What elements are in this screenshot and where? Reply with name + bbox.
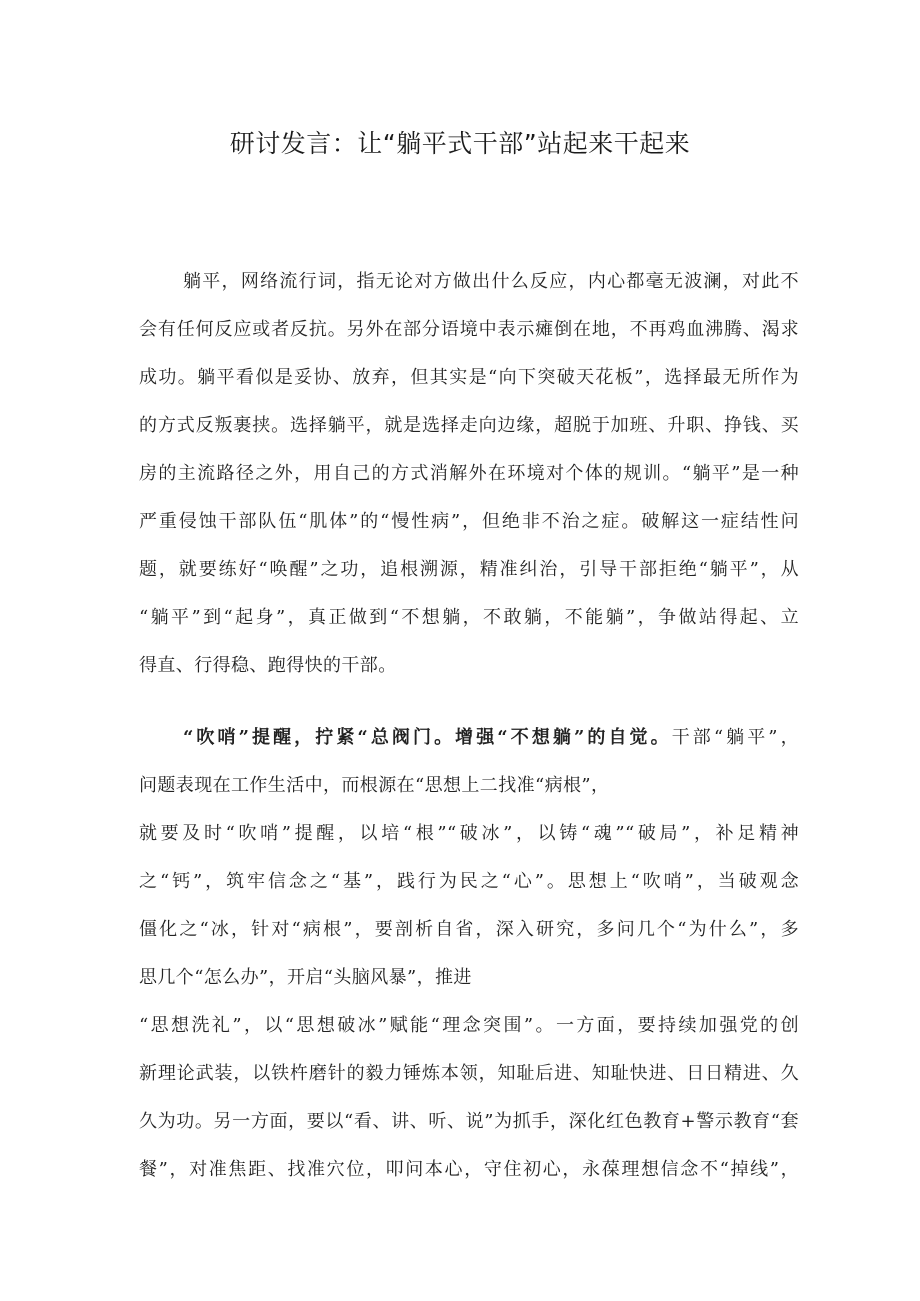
paragraph-2-line: 思几个“怎么办”，开启“头脑风暴”，推进 <box>139 967 472 988</box>
paragraph-1-line: 题，就要练好“唤醒”之功，追根溯源，精准纠治，引导干部拒绝“躺平”，从 <box>139 559 799 580</box>
paragraph-1-line: “躺平”到“起身”，真正做到“不想躺，不敢躺，不能躺”，争做站得起、立 <box>139 607 799 628</box>
page-title: 研讨发言：让“躺平式干部”站起来干起来 <box>229 129 691 158</box>
paragraph-2-line: 新理论武装，以铁杵磨针的毅力锤炼本领，知耻后进、知耻快进、日日精进、久 <box>139 1063 799 1084</box>
paragraph-1-line: 躺平，网络流行词，指无论对方做出什么反应，内心都毫无波澜，对此不 <box>183 271 799 292</box>
paragraph-1-line: 的方式反叛裹挟。选择躺平，就是选择走向边缘，超脱于加班、升职、挣钱、买 <box>139 415 799 436</box>
paragraph-2-line: 久为功。另一方面，要以“看、讲、听、说”为抓手，深化红色教育+警示教育“套 <box>139 1111 799 1132</box>
paragraph-1-line: 严重侵蚀干部队伍“肌体”的“慢性病”，但绝非不治之症。破解这一症结性问 <box>139 511 799 532</box>
paragraph-2-line: 之“钙”，筑牢信念之“基”，践行为民之“心”。思想上“吹哨”，当破观念 <box>139 871 799 892</box>
paragraph-2-first-line <box>183 723 799 753</box>
paragraph-1-line: 会有任何反应或者反抗。另外在部分语境中表示瘫倒在地，不再鸡血沸腾、渴求 <box>139 319 799 340</box>
paragraph-1-line: 房的主流路径之外，用自己的方式消解外在环境对个体的规训。“躺平”是一种 <box>139 463 799 484</box>
paragraph-1-line: 得直、行得稳、跑得快的干部。 <box>139 655 397 676</box>
paragraph-2-line: “思想洗礼”，以“思想破冰”赋能“理念突围”。一方面，要持续加强党的创 <box>139 1015 799 1036</box>
paragraph-1-line: 成功。躺平看似是妥协、放弃，但其实是“向下突破天花板”，选择最无所作为 <box>139 367 799 388</box>
paragraph-2-line: 餐”，对准焦距、找准穴位，叩问本心，守住初心，永葆理想信念不“掉线”， <box>139 1159 799 1180</box>
paragraph-2-line: 僵化之“冰，针对“病根”，要剖析自省，深入研究，多问几个“为什么”，多 <box>139 919 799 940</box>
section-heading: “吹哨”提醒，拧紧“总阀门。增强“不想躺”的自觉。 <box>183 727 672 748</box>
paragraph-2-line: 问题表现在工作生活中，而根源在“思想上二找准“病根”， <box>139 775 610 796</box>
paragraph-2-line: 就要及时“吹哨”提醒，以培“根”“破冰”，以铸“魂”“破局”，补足精神 <box>139 823 799 844</box>
section-heading-tail: 干部“躺平”， <box>671 727 799 748</box>
